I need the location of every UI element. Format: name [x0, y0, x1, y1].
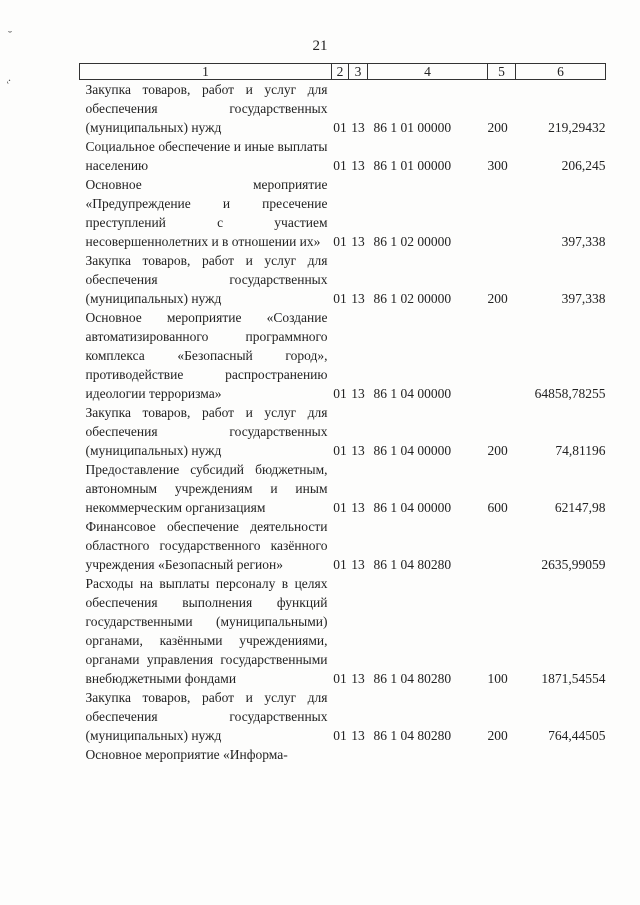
- cell-sec: 01: [333, 158, 347, 173]
- cell-sub: 13: [351, 728, 365, 743]
- margin-mark: ͅ.: [8, 70, 11, 84]
- cell-vr: 100: [487, 671, 508, 686]
- table-row: [80, 251, 606, 308]
- cell-sec: 01: [333, 120, 347, 135]
- cell-amount: 62147,98: [554, 500, 606, 515]
- cell-vr: 300: [487, 158, 508, 173]
- cell-name: Основное мероприятие «Предупреждение и пресечение преступлений с участием несовершеннолетних и в отношении их»: [85, 177, 328, 249]
- cell-csr: 86 1 04 00000: [373, 443, 452, 458]
- table-row: [80, 403, 606, 460]
- cell-amount: 764,44505: [548, 728, 606, 743]
- cell-name: Социальное обеспечение и иные выплаты населению: [85, 139, 328, 173]
- cell-sub: 13: [351, 671, 365, 686]
- cell-name: Закупка товаров, работ и услуг для обеспечения государственных (муниципальных) нужд: [85, 82, 328, 135]
- cell-csr: 86 1 04 00000: [373, 500, 452, 515]
- cell-sub: 13: [351, 120, 365, 135]
- table-row: [80, 80, 606, 138]
- cell-name: Предоставление субсидий бюджетным, автономным учреждениям и иным некоммерческим организациям: [85, 462, 328, 515]
- cell-vr: 200: [487, 120, 508, 135]
- cell-sec: 01: [333, 234, 347, 249]
- cell-amount: 64858,78255: [534, 386, 606, 401]
- table-row: [80, 745, 606, 764]
- cell-sec: [332, 745, 349, 764]
- cell-name: Закупка товаров, работ и услуг для обеспечения государственных (муниципальных) нужд: [85, 690, 328, 743]
- cell-sub: [349, 745, 368, 764]
- cell-vr: [488, 308, 516, 403]
- cell-vr: [488, 175, 516, 251]
- cell-sec: 01: [333, 671, 347, 686]
- cell-vr: 200: [487, 728, 508, 743]
- column-header: 4: [368, 64, 488, 80]
- cell-amount: [516, 745, 606, 764]
- table-row: [80, 517, 606, 574]
- cell-csr: 86 1 04 00000: [373, 386, 452, 401]
- table-row: [80, 175, 606, 251]
- column-header: 2: [332, 64, 349, 80]
- page-number: 21: [312, 38, 328, 54]
- cell-amount: 397,338: [561, 234, 606, 249]
- column-header: 5: [488, 64, 516, 80]
- cell-sec: 01: [333, 291, 347, 306]
- cell-sec: 01: [333, 728, 347, 743]
- cell-sub: 13: [351, 500, 365, 515]
- cell-name: Закупка товаров, работ и услуг для обеспечения государственных (муниципальных) нужд: [85, 253, 328, 306]
- cell-sub: 13: [351, 557, 365, 572]
- table-row: [80, 688, 606, 745]
- cell-sec: 01: [333, 386, 347, 401]
- cell-sec: 01: [333, 500, 347, 515]
- cell-vr: [488, 745, 516, 764]
- cell-amount: 219,29432: [548, 120, 606, 135]
- budget-table: [79, 63, 606, 764]
- cell-amount: 397,338: [561, 291, 606, 306]
- cell-csr: 86 1 04 80280: [373, 728, 452, 743]
- cell-sub: 13: [351, 158, 365, 173]
- cell-sub: 13: [351, 291, 365, 306]
- cell-sec: 01: [333, 557, 347, 572]
- table-row: [80, 308, 606, 403]
- cell-name: Закупка товаров, работ и услуг для обеспечения государственных (муниципальных) нужд: [85, 405, 328, 458]
- table-row: [80, 574, 606, 688]
- table-row: [80, 137, 606, 175]
- cell-csr: [368, 745, 488, 764]
- cell-csr: 86 1 02 00000: [373, 234, 452, 249]
- cell-vr: 600: [487, 500, 508, 515]
- cell-csr: 86 1 01 00000: [373, 158, 452, 173]
- cell-name: Основное мероприятие «Информа-: [85, 747, 288, 762]
- cell-amount: 74,81196: [555, 443, 606, 458]
- cell-csr: 86 1 01 00000: [373, 120, 452, 135]
- cell-csr: 86 1 04 80280: [373, 671, 452, 686]
- column-header: 1: [80, 64, 332, 80]
- cell-name: Расходы на выплаты персоналу в целях обеспечения выполнения функций государственными (муниципальными) органами, казёнными учреждениями, органами управления государственными внебюджетными фондами: [85, 576, 328, 686]
- cell-amount: 206,245: [561, 158, 606, 173]
- cell-amount: 2635,99059: [541, 557, 606, 572]
- cell-name: Основное мероприятие «Создание автоматизированного программного комплекса «Безопасный город», противодействие распространению идеологии терроризма»: [85, 310, 328, 401]
- table-body: [80, 80, 606, 765]
- cell-csr: 86 1 04 80280: [373, 557, 452, 572]
- cell-name: Финансовое обеспечение деятельности областного государственного казённого учреждения «Безопасный регион»: [85, 519, 328, 572]
- column-header: 3: [349, 64, 368, 80]
- table-header: [80, 64, 606, 80]
- cell-sub: 13: [351, 386, 365, 401]
- cell-amount: 1871,54554: [541, 671, 606, 686]
- cell-sec: 01: [333, 443, 347, 458]
- cell-sub: 13: [351, 234, 365, 249]
- table-row: [80, 460, 606, 517]
- column-header: 6: [516, 64, 606, 80]
- cell-sub: 13: [351, 443, 365, 458]
- cell-vr: 200: [487, 443, 508, 458]
- cell-vr: [488, 517, 516, 574]
- margin-mark: ˘: [8, 28, 12, 42]
- cell-csr: 86 1 02 00000: [373, 291, 452, 306]
- cell-vr: 200: [487, 291, 508, 306]
